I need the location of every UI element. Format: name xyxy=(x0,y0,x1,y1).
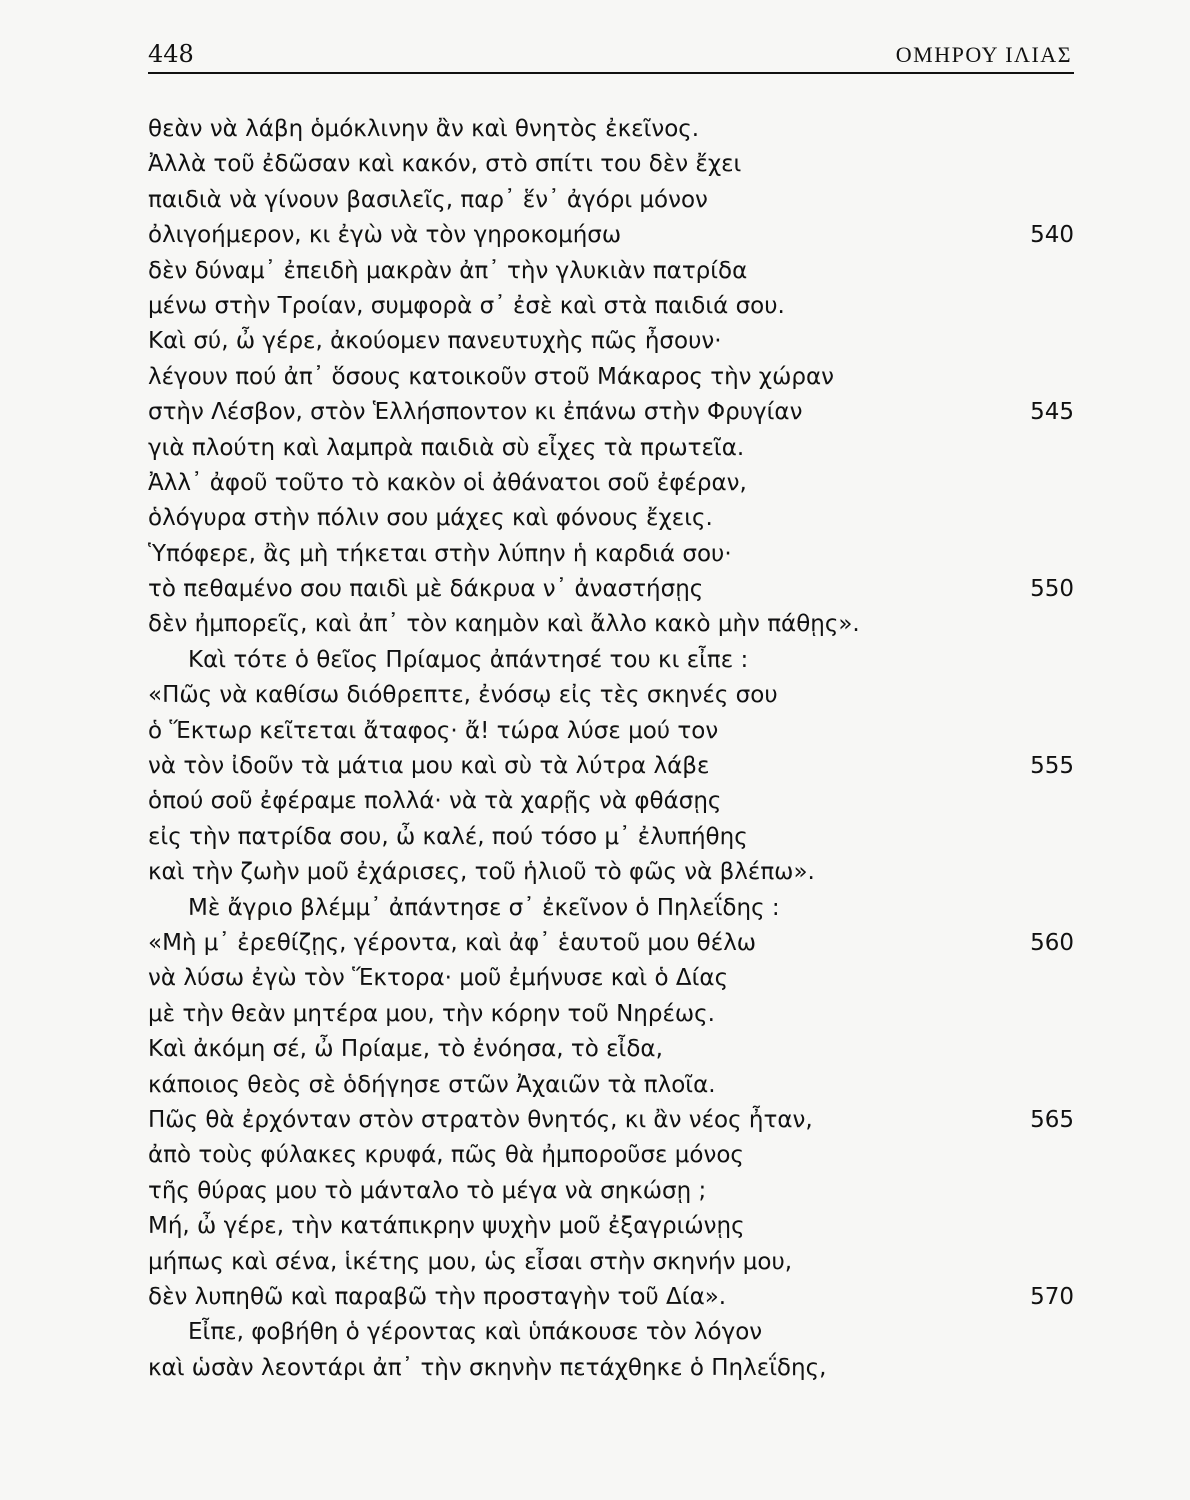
verse-text: νὰ τὸν ἰδοῦν τὰ μάτια μου καὶ σὺ τὰ λύτρα λάβε xyxy=(148,753,710,780)
verse-line xyxy=(148,997,1078,1032)
verse-line xyxy=(148,466,1078,501)
verse-text: Καὶ ἀκόμη σέ, ὦ Πρίαμε, τὸ ἐνόησα, τὸ εἶδα, xyxy=(148,1036,663,1063)
verse-text: Ἀλλὰ τοῦ ἐδῶσαν καὶ κακόν, στὸ σπίτι του δὲν ἔχει xyxy=(148,151,742,178)
verse-text: ὁ Ἕκτωρ κεῖτεται ἄταφος· ἄ! τώρα λύσε μού τον xyxy=(148,717,719,744)
verse-line xyxy=(148,360,1078,395)
line-number: 550 xyxy=(1030,576,1074,603)
header-rule xyxy=(148,72,1074,74)
verse-line xyxy=(148,501,1078,536)
verse-text: δὲν λυπηθῶ καὶ παραβῶ τὴν προσταγὴν τοῦ Δία». xyxy=(148,1283,727,1310)
verse-text: Καὶ τότε ὁ θεῖος Πρίαμος ἀπάντησέ του κι εἶπε : xyxy=(188,646,749,673)
verse-line xyxy=(148,537,1078,572)
verse-line xyxy=(148,289,1078,324)
verse-line xyxy=(148,820,1078,855)
verse-line xyxy=(148,678,1078,713)
verse-text: τὸ πεθαμένο σου παιδὶ μὲ δάκρυα ν᾽ ἀναστήσῃς xyxy=(148,576,704,603)
verse-text: «Μὴ μ᾽ ἐρεθίζῃς, γέροντα, καὶ ἀφ᾽ ἑαυτοῦ μου θέλω xyxy=(148,929,757,956)
verse-text: λέγουν πού ἀπ᾽ ὅσους κατοικοῦν στοῦ Μάκαρος τὴν χώραν xyxy=(148,363,834,390)
verse-text: μήπως καὶ σένα, ἱκέτης μου, ὡς εἶσαι στὴν σκηνήν μου, xyxy=(148,1248,793,1275)
verse-line xyxy=(148,112,1078,147)
verse-line xyxy=(148,324,1078,359)
verse-line xyxy=(148,643,1078,678)
verse-line xyxy=(148,855,1078,890)
line-number: 545 xyxy=(1030,399,1074,426)
verse-line xyxy=(148,1103,1078,1138)
verse-line xyxy=(148,183,1078,218)
verse-text: καὶ τὴν ζωὴν μοῦ ἐχάρισες, τοῦ ἡλιοῦ τὸ φῶς νὰ βλέπω». xyxy=(148,859,815,886)
verse-text: Μή, ὦ γέρε, τὴν κατάπικρην ψυχὴν μοῦ ἐξαγριώνῃς xyxy=(148,1213,745,1240)
verse-line xyxy=(148,1245,1078,1280)
verse-line xyxy=(148,572,1078,607)
verse-text: δὲν δύναμ᾽ ἐπειδὴ μακρὰν ἀπ᾽ τὴν γλυκιὰν πατρίδα xyxy=(148,257,748,284)
verse-line xyxy=(148,1068,1078,1103)
verse-text: εἰς τὴν πατρίδα σου, ὦ καλέ, πού τόσο μ᾽ ἐλυπήθης xyxy=(148,823,748,850)
verse-line xyxy=(148,1209,1078,1244)
verse-line xyxy=(148,1032,1078,1067)
verse-text: Ἀλλ᾽ ἀφοῦ τοῦτο τὸ κακὸν οἱ ἀθάνατοι σοῦ ἐφέραν, xyxy=(148,469,747,496)
verse-text: ὀλιγοήμερον, κι ἐγὼ νὰ τὸν γηροκομήσω xyxy=(148,222,622,249)
line-number: 570 xyxy=(1030,1283,1074,1310)
verse-text: Μὲ ἄγριο βλέμμ᾽ ἀπάντησε σ᾽ ἐκεῖνον ὁ Πηλεΐδης : xyxy=(188,894,780,921)
verse-text: θεὰν νὰ λάβη ὁμόκλινην ἂν καὶ θνητὸς ἐκεῖνος. xyxy=(148,116,700,142)
verse-line xyxy=(148,749,1078,784)
verse-text: κάποιος θεὸς σὲ ὁδήγησε στῶν Ἀχαιῶν τὰ πλοῖα. xyxy=(148,1071,716,1098)
verse-text: τῆς θύρας μου τὸ μάνταλο τὸ μέγα νὰ σηκώσῃ ; xyxy=(148,1177,707,1204)
line-number: 565 xyxy=(1030,1106,1074,1133)
verse-text: ὁπού σοῦ ἐφέραμε πολλά· νὰ τὰ χαρῇς νὰ φθάσῃς xyxy=(148,788,722,815)
verse-text: Ὑπόφερε, ἂς μὴ τήκεται στὴν λύπην ἡ καρδιά σου· xyxy=(148,540,732,567)
verse-line xyxy=(148,1138,1078,1173)
verse-line xyxy=(148,1315,1078,1350)
verse-text: Καὶ σύ, ὦ γέρε, ἀκούομεν πανευτυχὴς πῶς ἦσουν· xyxy=(148,328,722,355)
verse-line xyxy=(148,961,1078,996)
verse-text: «Πῶς νὰ καθίσω διόθρεπτε, ἐνόσῳ εἰς τὲς σκηνές σου xyxy=(148,682,778,709)
verse-line xyxy=(148,926,1078,961)
verse-line xyxy=(148,607,1078,642)
verse-line xyxy=(148,1280,1078,1315)
verse-text: Πῶς θὰ ἐρχόνταν στὸν στρατὸν θνητός, κι ἂν νέος ἦταν, xyxy=(148,1106,813,1133)
verse-line xyxy=(148,395,1078,430)
verse-text: μένω στὴν Τροίαν, συμφορὰ σ᾽ ἐσὲ καὶ στὰ παιδιά σου. xyxy=(148,292,785,319)
verse-text: γιὰ πλούτη καὶ λαμπρὰ παιδιὰ σὺ εἶχες τὰ πρωτεῖα. xyxy=(148,434,745,461)
line-number: 540 xyxy=(1030,222,1074,249)
verse-block xyxy=(148,112,1078,1386)
verse-line xyxy=(148,784,1078,819)
line-number: 555 xyxy=(1030,753,1074,780)
verse-line xyxy=(148,254,1078,289)
verse-line xyxy=(148,714,1078,749)
verse-text: στὴν Λέσβον, στὸν Ἑλλήσποντον κι ἐπάνω στὴν Φρυγίαν xyxy=(148,399,803,426)
verse-line xyxy=(148,1174,1078,1209)
verse-line xyxy=(148,891,1078,926)
verse-line xyxy=(148,218,1078,253)
verse-text: καὶ ὡσὰν λεοντάρι ἀπ᾽ τὴν σκηνὴν πετάχθηκε ὁ Πηλεΐδης, xyxy=(148,1354,827,1381)
verse-line xyxy=(148,1351,1078,1386)
page-number: 448 xyxy=(148,40,194,68)
running-title: ΟΜΗΡΟΥ ΙΛΙΑΣ xyxy=(895,42,1072,67)
verse-text: ὁλόγυρα στὴν πόλιν σου μάχες καὶ φόνους ἔχεις. xyxy=(148,505,713,532)
verse-text: μὲ τὴν θεὰν μητέρα μου, τὴν κόρην τοῦ Νηρέως. xyxy=(148,1000,715,1027)
verse-text: δὲν ἠμπορεῖς, καὶ ἀπ᾽ τὸν καημὸν καὶ ἄλλο κακὸ μὴν πάθῃς». xyxy=(148,611,860,638)
line-number: 560 xyxy=(1030,929,1074,956)
verse-text: νὰ λύσω ἐγὼ τὸν Ἕκτορα· μοῦ ἐμήνυσε καὶ ὁ Δίας xyxy=(148,965,729,992)
verse-line xyxy=(148,147,1078,182)
verse-line xyxy=(148,431,1078,466)
verse-text: ἀπὸ τοὺς φύλακες κρυφά, πῶς θὰ ἠμποροῦσε μόνος xyxy=(148,1142,744,1169)
verse-text: Εἶπε, φοβήθη ὁ γέροντας καὶ ὑπάκουσε τὸν λόγον xyxy=(188,1319,763,1346)
verse-text: παιδιὰ νὰ γίνουν βασιλεῖς, παρ᾽ ἕν᾽ ἀγόρι μόνον xyxy=(148,186,708,213)
